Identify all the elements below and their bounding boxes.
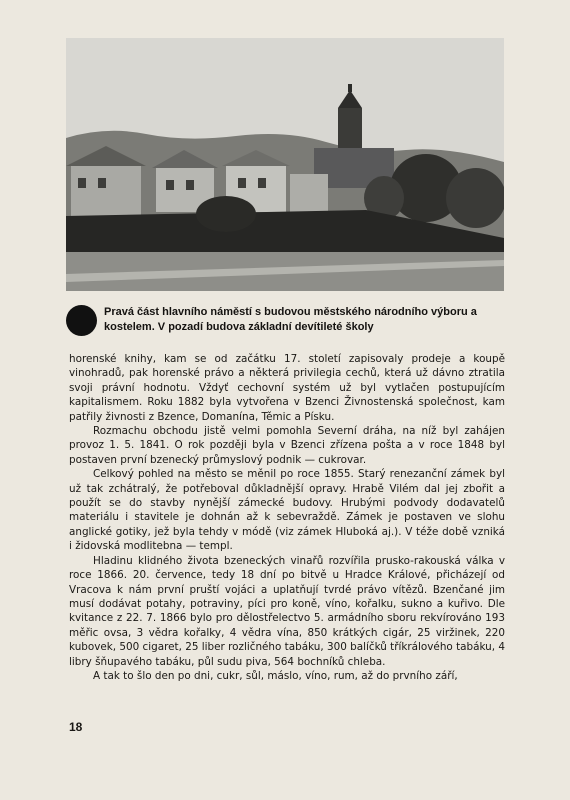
town-square-photo xyxy=(66,38,504,291)
photo-caption: Pravá část hlavního náměstí s budovou městského národního výboru a kostelem. V pozadí budova základní devítileté školy xyxy=(104,306,477,333)
caption-bullet-icon xyxy=(66,305,97,336)
paragraph: Hladinu klidného života bzeneckých vinařů rozvířila prusko-rakouská válka v roce 1866. 20. července, tedy 18 dní po bitvě u Hradce Králové, přicházejí od Vracova k nám první pruští vojáci a uplatňují tvrdé právo vítězů. Bzenčané jim musí dodávat potahy, potraviny, píci pro koně, víno, kořalku, sukno a kuřivo. Dle kvitance z 22. 7. 1866 bylo pro dělostřelectvo 5. armádního sboru rekvírováno 193 měřic ovsa, 3 vědra kořalky, 4 vědra vína, 850 krátkých cigár, 25 viržinek, 220 kubovek, 500 cigaret, 25 liber rozličného tabáku, 300 balíčků tříkrálového tabáku, 4 libry šňupavého tabáku, půl sudu piva, 564 bochníků chleba. xyxy=(69,554,505,668)
body-text xyxy=(69,352,505,683)
page-number: 18 xyxy=(69,720,83,734)
paragraph: Rozmachu obchodu jistě velmi pomohla Severní dráha, na níž byl zahájen provoz 1. 5. 1841. O rok později byla v Bzenci zřízena pošta a v roce 1848 byl postaven první bzenecký průmyslový podnik — cukrovar. xyxy=(69,425,505,466)
paragraph: A tak to šlo den po dni, cukr, sůl, máslo, víno, rum, až do prvního září, xyxy=(93,669,458,682)
town-square-photo-drawing xyxy=(66,38,504,291)
paragraph: Celkový pohled na město se měnil po roce 1855. Starý renezanční zámek byl už tak zchátralý, že potřeboval důkladnější opravy. Hrabě Vilém dal jej zbořit a použít se do stavby nynější zámecké budovy. Hrubými podvody dodavatelů materiálu i stavitele je dohnán až k sebevraždě. Zámek je postaven ve slohu anglické gotiky, jež byla tehdy v módě (viz zámek Hluboká aj.). V téže době vzniká i židovská modlitebna — templ. xyxy=(69,468,505,553)
paragraph: horenské knihy, kam se od začátku 17. století zapisovaly prodeje a koupě vinohradů, pak horenské právo a některá privilegia cechů, která už dávno ztratila svoji právní hodnotu. Vždyť cechovní systém už byl vytlačen postupujícím kapitalismem. Roku 1882 byla vytvořena v Bzenci Živnostenská společnost, kam patřily živnosti z Bzence, Domanína, Těmic a Písku. xyxy=(69,353,505,423)
